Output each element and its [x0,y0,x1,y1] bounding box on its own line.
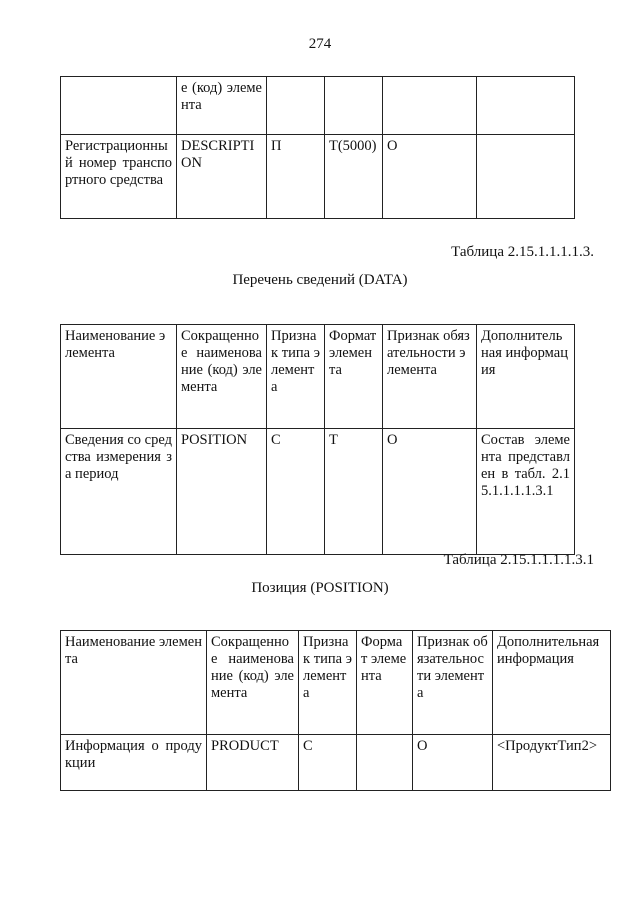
table-cell: <ПродуктТип2> [493,735,611,791]
table-cell [267,77,325,135]
column-header: Признак обязательности элемента [383,325,477,429]
table-cell: T(5000) [325,135,383,219]
table-cell: C [267,429,325,555]
table-cell: PRODUCT [207,735,299,791]
table-heading: Перечень сведений (DATA) [232,272,408,288]
table-heading: Позиция (POSITION) [251,580,389,596]
table-cell: Состав элемента представлен в табл. 2.15.1.1.1.1.3.1 [477,429,575,555]
table-row [61,735,611,791]
table-cell: Информация о продукции [61,735,207,791]
column-header: Признак обязательности элемента [413,631,493,735]
column-header: Формат элемента [357,631,413,735]
table-cell [325,77,383,135]
table-cell: POSITION [177,429,267,555]
table-cell: O [383,429,477,555]
page-number: 274 [308,36,332,52]
table-cell: Регистрационный номер транспортного средства [61,135,177,219]
table-caption: Таблица 2.15.1.1.1.1.3. [451,244,594,260]
column-header: Наименование элемента [61,631,207,735]
table-cell [477,135,575,219]
table-caption: Таблица 2.15.1.1.1.1.3.1 [443,552,594,568]
table-header-row [61,631,611,735]
table-cell: е (код) элемента [177,77,267,135]
table-cell: T [325,429,383,555]
column-header: Формат элемента [325,325,383,429]
table-cell [357,735,413,791]
table-cell [477,77,575,135]
table-cell [383,77,477,135]
table-cell: O [413,735,493,791]
table-continuation [60,76,575,219]
table-row [61,77,575,135]
table-position [60,630,611,791]
column-header: Сокращенное наименование (код) элемента [177,325,267,429]
column-header: Признак типа элемента [299,631,357,735]
table-cell: DESCRIPTION [177,135,267,219]
column-header: Признак типа элемента [267,325,325,429]
table-row [61,429,575,555]
column-header: Сокращенное наименование (код) элемента [207,631,299,735]
table-cell [61,77,177,135]
table-header-row [61,325,575,429]
column-header: Дополнительная информация [477,325,575,429]
column-header: Дополнительная информация [493,631,611,735]
table-cell: Сведения со средства измерения за период [61,429,177,555]
table-cell: C [299,735,357,791]
table-data-list [60,324,575,555]
table-cell: П [267,135,325,219]
table-row [61,135,575,219]
table-cell: O [383,135,477,219]
column-header: Наименование элемента [61,325,177,429]
